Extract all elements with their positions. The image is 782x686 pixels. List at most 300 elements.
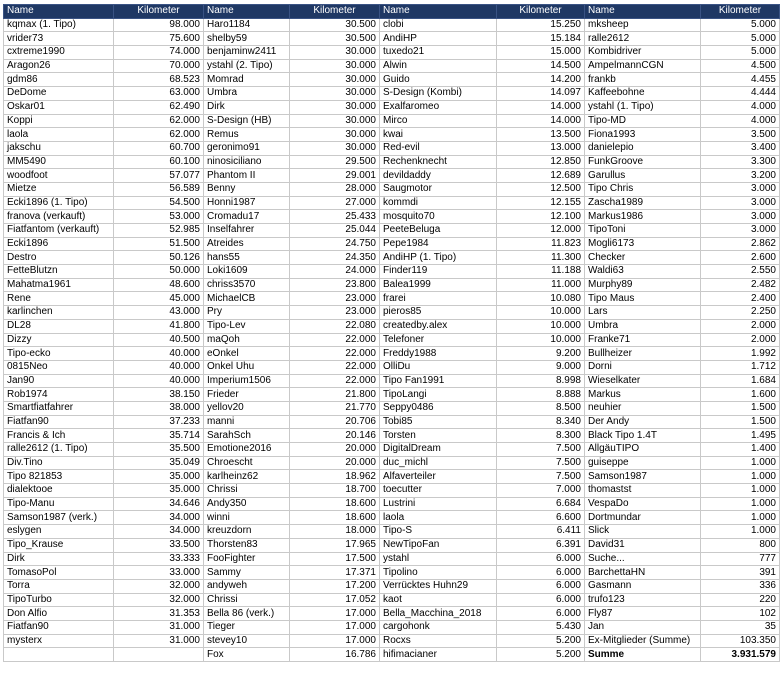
name-cell-1[interactable]: Destro (4, 251, 114, 265)
name-cell-2[interactable]: Sammy (204, 566, 290, 580)
name-cell-1[interactable]: Smartfiatfahrer (4, 401, 114, 415)
km-cell-2[interactable]: 30.000 (290, 141, 380, 155)
name-cell-4[interactable]: Fiona1993 (585, 128, 701, 142)
name-cell-4[interactable]: Waldi63 (585, 265, 701, 279)
km-cell-1[interactable]: 37.233 (114, 415, 204, 429)
name-cell-1[interactable]: Mahatma1961 (4, 278, 114, 292)
name-cell-3[interactable]: PeeteBeluga (380, 224, 497, 238)
km-cell-1[interactable]: 35.000 (114, 470, 204, 484)
km-cell-2[interactable]: 18.600 (290, 511, 380, 525)
km-cell-3[interactable]: 8.998 (497, 374, 585, 388)
km-cell-2[interactable]: 24.750 (290, 237, 380, 251)
name-cell-3[interactable]: cargohonk (380, 620, 497, 634)
name-cell-1[interactable]: Tipo_Krause (4, 538, 114, 552)
name-cell-3[interactable]: Seppy0486 (380, 401, 497, 415)
name-cell-4[interactable]: VespaDo (585, 497, 701, 511)
km-cell-3[interactable]: 6.000 (497, 552, 585, 566)
km-cell-3[interactable]: 5.430 (497, 620, 585, 634)
name-cell-1[interactable]: TipoTurbo (4, 593, 114, 607)
km-cell-1[interactable]: 63.000 (114, 87, 204, 101)
km-cell-3[interactable]: 8.340 (497, 415, 585, 429)
name-cell-4[interactable]: Franke71 (585, 333, 701, 347)
km-cell-1[interactable]: 60.700 (114, 141, 204, 155)
name-cell-3[interactable]: Tobi85 (380, 415, 497, 429)
km-cell-2[interactable]: 25.044 (290, 224, 380, 238)
km-cell-1[interactable]: 35.714 (114, 429, 204, 443)
km-cell-4[interactable]: 1.000 (701, 497, 780, 511)
km-cell-4[interactable]: 777 (701, 552, 780, 566)
km-cell-4[interactable]: 5.000 (701, 18, 780, 32)
name-cell-2[interactable]: Inselfahrer (204, 224, 290, 238)
name-cell-3[interactable]: duc_michl (380, 456, 497, 470)
name-cell-3[interactable]: Lustrini (380, 497, 497, 511)
km-cell-2[interactable]: 22.000 (290, 333, 380, 347)
name-cell-4[interactable]: Dorni (585, 360, 701, 374)
km-cell-1[interactable]: 98.000 (114, 18, 204, 32)
km-cell-1[interactable]: 56.589 (114, 182, 204, 196)
km-cell-2[interactable]: 30.500 (290, 18, 380, 32)
km-cell-4[interactable]: 2.862 (701, 237, 780, 251)
name-cell-3[interactable]: OlliDu (380, 360, 497, 374)
km-cell-1[interactable]: 70.000 (114, 59, 204, 73)
name-cell-3[interactable]: Guido (380, 73, 497, 87)
name-cell-4[interactable]: Checker (585, 251, 701, 265)
name-cell-4[interactable]: Black Tipo 1.4T (585, 429, 701, 443)
name-cell-2[interactable]: Bella 86 (verk.) (204, 607, 290, 621)
name-cell-3[interactable]: Alfaverteiler (380, 470, 497, 484)
km-cell-4[interactable]: 3.300 (701, 155, 780, 169)
km-cell-1[interactable]: 68.523 (114, 73, 204, 87)
name-cell-1[interactable]: Ecki1896 (4, 237, 114, 251)
km-cell-3[interactable]: 12.689 (497, 169, 585, 183)
km-cell-4[interactable]: 1.712 (701, 360, 780, 374)
km-cell-1[interactable]: 33.333 (114, 552, 204, 566)
name-cell-1[interactable]: Div.Tino (4, 456, 114, 470)
name-cell-4[interactable]: Suche... (585, 552, 701, 566)
name-cell-1[interactable]: Rene (4, 292, 114, 306)
name-cell-3[interactable]: S-Design (Kombi) (380, 87, 497, 101)
name-cell-3[interactable]: createdby.alex (380, 319, 497, 333)
name-cell-2[interactable]: benjaminw2411 (204, 46, 290, 60)
km-cell-3[interactable]: 10.000 (497, 333, 585, 347)
name-cell-2[interactable]: Haro1184 (204, 18, 290, 32)
name-cell-1[interactable]: gdm86 (4, 73, 114, 87)
km-cell-3[interactable]: 14.500 (497, 59, 585, 73)
km-cell-1[interactable]: 34.646 (114, 497, 204, 511)
km-cell-4[interactable]: 102 (701, 607, 780, 621)
km-cell-4[interactable]: 336 (701, 579, 780, 593)
km-cell-2[interactable]: 21.770 (290, 401, 380, 415)
name-cell-2[interactable]: karlheinz62 (204, 470, 290, 484)
km-cell-3[interactable]: 9.000 (497, 360, 585, 374)
km-cell-2[interactable]: 17.000 (290, 634, 380, 648)
km-cell-2[interactable]: 30.500 (290, 32, 380, 46)
name-cell-2[interactable]: Chrissi (204, 484, 290, 498)
name-cell-3[interactable]: DigitalDream (380, 443, 497, 457)
name-cell-3[interactable]: Tipo-S (380, 525, 497, 539)
km-cell-1[interactable]: 40.500 (114, 333, 204, 347)
name-cell-4[interactable]: neuhier (585, 401, 701, 415)
name-cell-4[interactable]: AllgäuTIPO (585, 443, 701, 457)
km-cell-1[interactable]: 75.600 (114, 32, 204, 46)
km-cell-4[interactable]: 5.000 (701, 32, 780, 46)
name-cell-3[interactable]: Finder119 (380, 265, 497, 279)
km-cell-3[interactable]: 7.500 (497, 456, 585, 470)
km-cell-4[interactable]: 3.000 (701, 210, 780, 224)
name-cell-2[interactable]: maQoh (204, 333, 290, 347)
km-cell-3[interactable]: 6.000 (497, 566, 585, 580)
name-cell-1[interactable]: Tipo-ecko (4, 347, 114, 361)
name-cell-2[interactable]: Honni1987 (204, 196, 290, 210)
name-cell-1[interactable]: MM5490 (4, 155, 114, 169)
name-cell-1[interactable]: Mietze (4, 182, 114, 196)
km-cell-1[interactable]: 40.000 (114, 374, 204, 388)
km-cell-3[interactable]: 12.100 (497, 210, 585, 224)
km-cell-1[interactable]: 57.077 (114, 169, 204, 183)
header-km-4[interactable]: Kilometer (701, 5, 780, 19)
km-cell-2[interactable]: 22.000 (290, 347, 380, 361)
km-cell-1[interactable]: 45.000 (114, 292, 204, 306)
km-cell-1[interactable]: 33.500 (114, 538, 204, 552)
km-cell-4[interactable]: 1.000 (701, 525, 780, 539)
km-cell-1[interactable]: 48.600 (114, 278, 204, 292)
name-cell-1[interactable]: karlinchen (4, 306, 114, 320)
km-cell-3[interactable]: 7.500 (497, 470, 585, 484)
km-cell-4[interactable]: 3.000 (701, 196, 780, 210)
name-cell-3[interactable]: kaot (380, 593, 497, 607)
name-cell-1[interactable]: Fiatfan90 (4, 415, 114, 429)
name-cell-4[interactable]: Umbra (585, 319, 701, 333)
km-cell-2[interactable]: 29.001 (290, 169, 380, 183)
km-cell-4[interactable]: 3.000 (701, 224, 780, 238)
km-cell-1[interactable]: 50.000 (114, 265, 204, 279)
name-cell-2[interactable]: S-Design (HB) (204, 114, 290, 128)
header-km-1[interactable]: Kilometer (114, 5, 204, 19)
name-cell-3[interactable]: AndiHP (380, 32, 497, 46)
name-cell-1[interactable]: TomasoPol (4, 566, 114, 580)
km-cell-3[interactable]: 14.000 (497, 100, 585, 114)
km-cell-3[interactable]: 5.200 (497, 648, 585, 662)
name-cell-4[interactable]: Lars (585, 306, 701, 320)
km-cell-2[interactable]: 25.433 (290, 210, 380, 224)
header-km-2[interactable]: Kilometer (290, 5, 380, 19)
km-cell-1[interactable]: 34.000 (114, 525, 204, 539)
km-cell-4[interactable]: 2.000 (701, 333, 780, 347)
name-cell-4[interactable]: mksheep (585, 18, 701, 32)
km-cell-3[interactable]: 6.000 (497, 593, 585, 607)
name-cell-2[interactable]: FooFighter (204, 552, 290, 566)
name-cell-1[interactable] (4, 648, 114, 662)
km-cell-3[interactable]: 11.300 (497, 251, 585, 265)
km-cell-2[interactable]: 17.371 (290, 566, 380, 580)
name-cell-1[interactable]: mysterx (4, 634, 114, 648)
name-cell-1[interactable]: 0815Neo (4, 360, 114, 374)
km-cell-2[interactable]: 18.600 (290, 497, 380, 511)
name-cell-2[interactable]: manni (204, 415, 290, 429)
km-cell-4[interactable]: 103.350 (701, 634, 780, 648)
km-cell-4[interactable]: 3.200 (701, 169, 780, 183)
km-cell-2[interactable]: 23.800 (290, 278, 380, 292)
name-cell-1[interactable]: Fiatfan90 (4, 620, 114, 634)
name-cell-3[interactable]: frarei (380, 292, 497, 306)
km-cell-4[interactable]: 3.931.579 (701, 648, 780, 662)
name-cell-3[interactable]: Tipo Fan1991 (380, 374, 497, 388)
km-cell-1[interactable]: 34.000 (114, 511, 204, 525)
name-cell-4[interactable]: FunkGroove (585, 155, 701, 169)
km-cell-4[interactable]: 1.000 (701, 511, 780, 525)
name-cell-1[interactable]: Dirk (4, 552, 114, 566)
name-cell-3[interactable]: Tipolino (380, 566, 497, 580)
name-cell-3[interactable]: pieros85 (380, 306, 497, 320)
km-cell-2[interactable]: 22.080 (290, 319, 380, 333)
name-cell-2[interactable]: Benny (204, 182, 290, 196)
name-cell-4[interactable]: Jan (585, 620, 701, 634)
km-cell-1[interactable] (114, 648, 204, 662)
name-cell-1[interactable]: DeDome (4, 87, 114, 101)
name-cell-3[interactable]: Alwin (380, 59, 497, 73)
name-cell-4[interactable]: guiseppe (585, 456, 701, 470)
header-name-2[interactable]: Name (204, 5, 290, 19)
km-cell-1[interactable]: 74.000 (114, 46, 204, 60)
km-cell-4[interactable]: 4.455 (701, 73, 780, 87)
km-cell-4[interactable]: 1.600 (701, 388, 780, 402)
km-cell-1[interactable]: 31.000 (114, 620, 204, 634)
km-cell-1[interactable]: 60.100 (114, 155, 204, 169)
km-cell-2[interactable]: 17.052 (290, 593, 380, 607)
name-cell-4[interactable]: thomastst (585, 484, 701, 498)
name-cell-2[interactable]: Phantom II (204, 169, 290, 183)
name-cell-2[interactable]: ninosiciliano (204, 155, 290, 169)
name-cell-1[interactable]: Don Alfio (4, 607, 114, 621)
name-cell-4[interactable]: Murphy89 (585, 278, 701, 292)
name-cell-2[interactable]: eOnkel (204, 347, 290, 361)
km-cell-2[interactable]: 29.500 (290, 155, 380, 169)
km-cell-4[interactable]: 2.550 (701, 265, 780, 279)
km-cell-2[interactable]: 30.000 (290, 73, 380, 87)
km-cell-3[interactable]: 9.200 (497, 347, 585, 361)
km-cell-3[interactable]: 12.000 (497, 224, 585, 238)
name-cell-4[interactable]: ystahl (1. Tipo) (585, 100, 701, 114)
name-cell-3[interactable]: kommdi (380, 196, 497, 210)
km-cell-2[interactable]: 30.000 (290, 59, 380, 73)
km-cell-1[interactable]: 62.490 (114, 100, 204, 114)
name-cell-1[interactable]: laola (4, 128, 114, 142)
km-cell-2[interactable]: 17.500 (290, 552, 380, 566)
name-cell-3[interactable]: Exalfaromeo (380, 100, 497, 114)
km-cell-2[interactable]: 30.000 (290, 114, 380, 128)
km-cell-2[interactable]: 24.350 (290, 251, 380, 265)
km-cell-3[interactable]: 15.250 (497, 18, 585, 32)
km-cell-3[interactable]: 5.200 (497, 634, 585, 648)
name-cell-3[interactable]: Red-evil (380, 141, 497, 155)
name-cell-1[interactable]: kqmax (1. Tipo) (4, 18, 114, 32)
name-cell-4[interactable]: Mogli6173 (585, 237, 701, 251)
name-cell-2[interactable]: Cromadu17 (204, 210, 290, 224)
km-cell-4[interactable]: 2.000 (701, 319, 780, 333)
km-cell-4[interactable]: 3.000 (701, 182, 780, 196)
name-cell-4[interactable]: Tipo Chris (585, 182, 701, 196)
name-cell-4[interactable]: Tipo Maus (585, 292, 701, 306)
name-cell-2[interactable]: Dirk (204, 100, 290, 114)
km-cell-3[interactable]: 12.850 (497, 155, 585, 169)
name-cell-2[interactable]: ystahl (2. Tipo) (204, 59, 290, 73)
km-cell-4[interactable]: 1.400 (701, 443, 780, 457)
km-cell-4[interactable]: 2.482 (701, 278, 780, 292)
name-cell-1[interactable]: vrider73 (4, 32, 114, 46)
km-cell-1[interactable]: 54.500 (114, 196, 204, 210)
name-cell-2[interactable]: Tieger (204, 620, 290, 634)
name-cell-4[interactable]: trufo123 (585, 593, 701, 607)
name-cell-2[interactable]: geronimo91 (204, 141, 290, 155)
km-cell-3[interactable]: 8.500 (497, 401, 585, 415)
name-cell-4[interactable]: danielepio (585, 141, 701, 155)
name-cell-1[interactable]: Oskar01 (4, 100, 114, 114)
name-cell-3[interactable]: devildaddy (380, 169, 497, 183)
name-cell-2[interactable]: Atreides (204, 237, 290, 251)
name-cell-2[interactable]: Umbra (204, 87, 290, 101)
km-cell-3[interactable]: 6.411 (497, 525, 585, 539)
km-cell-2[interactable]: 17.965 (290, 538, 380, 552)
name-cell-3[interactable]: Rechenknecht (380, 155, 497, 169)
name-cell-1[interactable]: eslygen (4, 525, 114, 539)
km-cell-3[interactable]: 15.000 (497, 46, 585, 60)
km-cell-3[interactable]: 10.000 (497, 306, 585, 320)
km-cell-3[interactable]: 6.600 (497, 511, 585, 525)
km-cell-1[interactable]: 33.000 (114, 566, 204, 580)
km-cell-3[interactable]: 7.000 (497, 484, 585, 498)
name-cell-1[interactable]: Francis & Ich (4, 429, 114, 443)
km-cell-2[interactable]: 30.000 (290, 87, 380, 101)
km-cell-4[interactable]: 2.400 (701, 292, 780, 306)
name-cell-2[interactable]: andyweh (204, 579, 290, 593)
km-cell-3[interactable]: 6.684 (497, 497, 585, 511)
name-cell-4[interactable]: AmpelmannCGN (585, 59, 701, 73)
name-cell-1[interactable]: ralle2612 (1. Tipo) (4, 443, 114, 457)
name-cell-2[interactable]: kreuzdorn (204, 525, 290, 539)
name-cell-4[interactable]: Fly87 (585, 607, 701, 621)
name-cell-1[interactable]: franova (verkauft) (4, 210, 114, 224)
name-cell-4[interactable]: Ex-Mitglieder (Summe) (585, 634, 701, 648)
name-cell-2[interactable]: Imperium1506 (204, 374, 290, 388)
km-cell-1[interactable]: 35.500 (114, 443, 204, 457)
name-cell-3[interactable]: kwai (380, 128, 497, 142)
name-cell-4[interactable]: Kaffeebohne (585, 87, 701, 101)
km-cell-3[interactable]: 12.155 (497, 196, 585, 210)
name-cell-4[interactable]: Garullus (585, 169, 701, 183)
name-cell-3[interactable]: ystahl (380, 552, 497, 566)
name-cell-4[interactable]: BarchettaHN (585, 566, 701, 580)
km-cell-4[interactable]: 4.000 (701, 100, 780, 114)
km-cell-4[interactable]: 1.684 (701, 374, 780, 388)
km-cell-3[interactable]: 6.391 (497, 538, 585, 552)
name-cell-3[interactable]: Mirco (380, 114, 497, 128)
name-cell-2[interactable]: Andy350 (204, 497, 290, 511)
km-cell-2[interactable]: 30.000 (290, 46, 380, 60)
km-cell-3[interactable]: 14.097 (497, 87, 585, 101)
km-cell-3[interactable]: 14.200 (497, 73, 585, 87)
name-cell-3[interactable]: Balea1999 (380, 278, 497, 292)
name-cell-2[interactable]: shelby59 (204, 32, 290, 46)
km-cell-2[interactable]: 18.700 (290, 484, 380, 498)
km-cell-2[interactable]: 17.000 (290, 620, 380, 634)
name-cell-1[interactable]: Tipo 821853 (4, 470, 114, 484)
name-cell-4[interactable]: ralle2612 (585, 32, 701, 46)
name-cell-1[interactable]: Ecki1896 (1. Tipo) (4, 196, 114, 210)
name-cell-1[interactable]: Rob1974 (4, 388, 114, 402)
km-cell-2[interactable]: 23.000 (290, 306, 380, 320)
name-cell-1[interactable]: Dizzy (4, 333, 114, 347)
name-cell-4[interactable]: Kombidriver (585, 46, 701, 60)
name-cell-2[interactable]: Fox (204, 648, 290, 662)
name-cell-1[interactable]: Torra (4, 579, 114, 593)
km-cell-1[interactable]: 31.353 (114, 607, 204, 621)
km-cell-2[interactable]: 21.800 (290, 388, 380, 402)
km-cell-3[interactable]: 11.188 (497, 265, 585, 279)
name-cell-4[interactable]: Zascha1989 (585, 196, 701, 210)
name-cell-2[interactable]: Thorsten83 (204, 538, 290, 552)
km-cell-1[interactable]: 43.000 (114, 306, 204, 320)
km-cell-2[interactable]: 24.000 (290, 265, 380, 279)
name-cell-2[interactable]: SarahSch (204, 429, 290, 443)
km-cell-4[interactable]: 1.500 (701, 415, 780, 429)
name-cell-1[interactable]: Jan90 (4, 374, 114, 388)
km-cell-3[interactable]: 13.500 (497, 128, 585, 142)
km-cell-1[interactable]: 62.000 (114, 128, 204, 142)
km-cell-4[interactable]: 4.444 (701, 87, 780, 101)
name-cell-4[interactable]: Summe (585, 648, 701, 662)
name-cell-3[interactable]: Telefoner (380, 333, 497, 347)
name-cell-3[interactable]: Bella_Macchina_2018 (380, 607, 497, 621)
name-cell-1[interactable]: jakschu (4, 141, 114, 155)
km-cell-3[interactable]: 11.000 (497, 278, 585, 292)
name-cell-2[interactable]: yellov20 (204, 401, 290, 415)
km-cell-1[interactable]: 40.000 (114, 360, 204, 374)
name-cell-2[interactable]: Loki1609 (204, 265, 290, 279)
km-cell-4[interactable]: 2.250 (701, 306, 780, 320)
name-cell-3[interactable]: NewTipoFan (380, 538, 497, 552)
km-cell-4[interactable]: 1.495 (701, 429, 780, 443)
name-cell-3[interactable]: laola (380, 511, 497, 525)
km-cell-1[interactable]: 32.000 (114, 593, 204, 607)
km-cell-2[interactable]: 28.000 (290, 182, 380, 196)
km-cell-1[interactable]: 40.000 (114, 347, 204, 361)
name-cell-1[interactable]: DL28 (4, 319, 114, 333)
km-cell-2[interactable]: 20.146 (290, 429, 380, 443)
km-cell-2[interactable]: 17.000 (290, 607, 380, 621)
km-cell-2[interactable]: 30.000 (290, 100, 380, 114)
name-cell-2[interactable]: Momrad (204, 73, 290, 87)
name-cell-1[interactable]: Tipo-Manu (4, 497, 114, 511)
km-cell-2[interactable]: 27.000 (290, 196, 380, 210)
km-cell-1[interactable]: 50.126 (114, 251, 204, 265)
name-cell-3[interactable]: Freddy1988 (380, 347, 497, 361)
name-cell-3[interactable]: Pepe1984 (380, 237, 497, 251)
name-cell-2[interactable]: Remus (204, 128, 290, 142)
km-cell-4[interactable]: 391 (701, 566, 780, 580)
km-cell-1[interactable]: 41.800 (114, 319, 204, 333)
km-cell-1[interactable]: 31.000 (114, 634, 204, 648)
km-cell-2[interactable]: 18.962 (290, 470, 380, 484)
name-cell-2[interactable]: Tipo-Lev (204, 319, 290, 333)
name-cell-4[interactable]: Slick (585, 525, 701, 539)
name-cell-4[interactable]: Bullheizer (585, 347, 701, 361)
km-cell-3[interactable]: 14.000 (497, 114, 585, 128)
km-cell-4[interactable]: 3.400 (701, 141, 780, 155)
name-cell-2[interactable]: hans55 (204, 251, 290, 265)
name-cell-3[interactable]: Verrücktes Huhn29 (380, 579, 497, 593)
km-cell-2[interactable]: 20.000 (290, 443, 380, 457)
km-cell-3[interactable]: 11.823 (497, 237, 585, 251)
